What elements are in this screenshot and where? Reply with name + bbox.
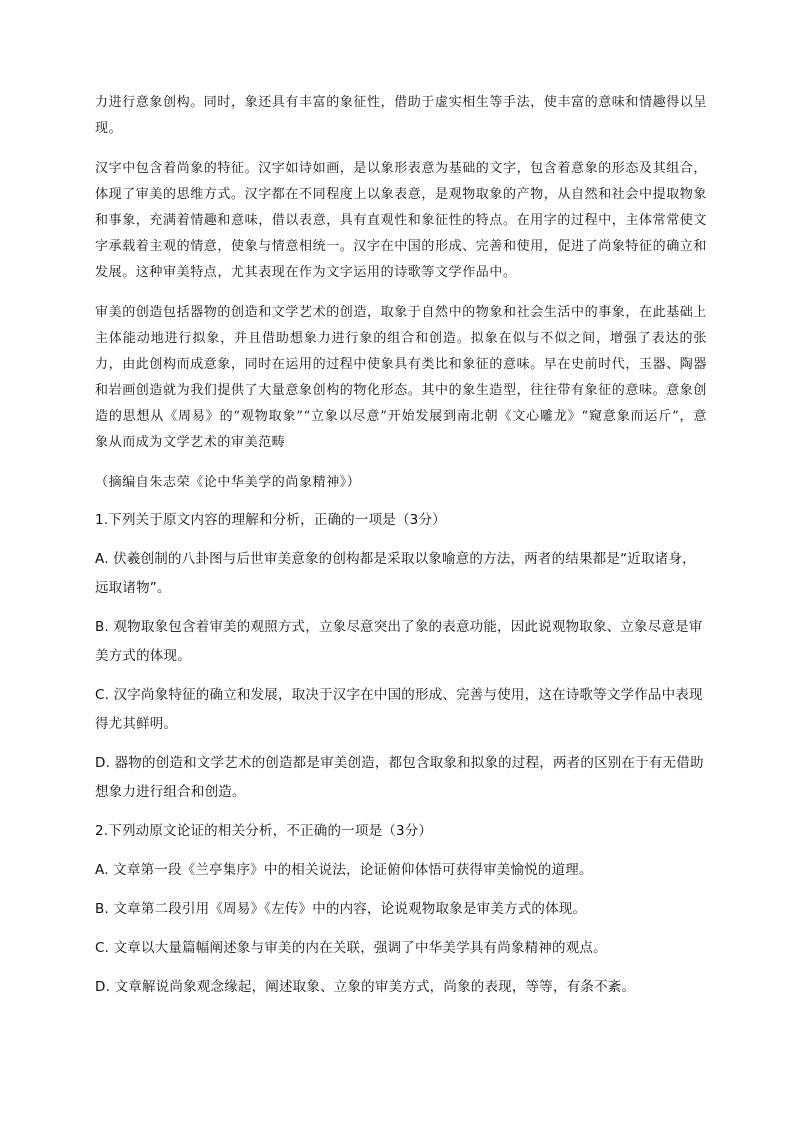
passage-source: （摘编自朱志荣《论中华美学的尚象精神》）: [95, 475, 361, 490]
question-2: [95, 817, 707, 1002]
question-1-option-d: D. 器物的创造和文学艺术的创造都是审美创造，都包含取象和拟象的过程，两者的区别在于有无借助想象力进行组合和创造。: [95, 755, 704, 800]
question-1-option-a: A. 伏羲创制的八卦图与后世审美意象的创构都是采取以象喻意的方法，两者的结果都是“近取诸身，远取诸物”。: [95, 551, 696, 596]
question-1-option-b: B. 观物取象包含着审美的观照方式，立象尽意突出了象的表意功能，因此说观物取象、立象尽意是审美方式的体现。: [95, 619, 703, 664]
question-2-option-a: A. 文章第一段《兰亭集序》中的相关说法，论证俯仰体悟可获得审美愉悦的道理。: [95, 862, 593, 878]
passage-paragraph-1: 力进行意象创构。同时，象还具有丰富的象征性，借助于虚实相生等手法，使丰富的意味和情趣得以呈现。: [95, 95, 708, 136]
question-1: [95, 506, 707, 807]
question-2-stem: 2.下列动原文论证的相关分析，不正确的一项是（3分）: [95, 823, 433, 839]
question-2-option-b: B. 文章第二段引用《周易》《左传》中的内容，论说观物取象是审美方式的体现。: [95, 901, 587, 917]
question-2-option-d: D. 文章解说尚象观念缘起，阐述取象、立象的审美方式，尚象的表现，等等，有条不紊。: [95, 979, 636, 995]
exam-page: [95, 90, 707, 1012]
question-1-option-c: C. 汉字尚象特征的确立和发展，取决于汉字在中国的形成、完善与使用，这在诗歌等文学作品中表现得尤其鲜明。: [95, 687, 703, 732]
passage-paragraph-3: 审美的创造包括器物的创造和文学艺术的创造，取象于自然中的物象和社会生活中的事象，在此基础上主体能动地进行拟象，并且借助想象力进行象的组合和创造。拟象在似与不似之间，增强了表达的张力，由此创构而成意象，同时在运用的过程中使象具有类比和象征的意味。早在史前时代，玉器、陶器和岩画创造就为我们提供了大量意象创构的物化形态。其中的象生造型，往往带有象征的意味。意象创造的思想从《周易》的“观物取象”“立象以尽意”开始发展到南北朝《文心雕龙》“窥意象而运斤”，意象从而成为文学艺术的审美范畴: [95, 305, 708, 450]
passage-paragraph-2: 汉字中包含着尚象的特征。汉字如诗如画，是以象形表意为基础的文字，包含着意象的形态及其组合，体现了审美的思维方式。汉字都在不同程度上以象表意，是观物取象的产物，从自然和社会中提取物象和事象，充满着情趣和意味，借以表意，具有直观性和象征性的特点。在用字的过程中，主体常常使文字承载着主观的情意，使象与情意相统一。汉字在中国的形成、完善和使用，促进了尚象特征的确立和发展。这种审美特点，尤其表现在作为文字运用的诗歌等文学作品中。: [95, 161, 708, 280]
question-1-stem: 1.下列关于原文内容的理解和分析，正确的一项是（3分）: [95, 512, 446, 528]
question-2-option-c: C. 文章以大量篇幅阐述象与审美的内在关联，强调了中华美学具有尚象精神的观点。: [95, 940, 607, 956]
